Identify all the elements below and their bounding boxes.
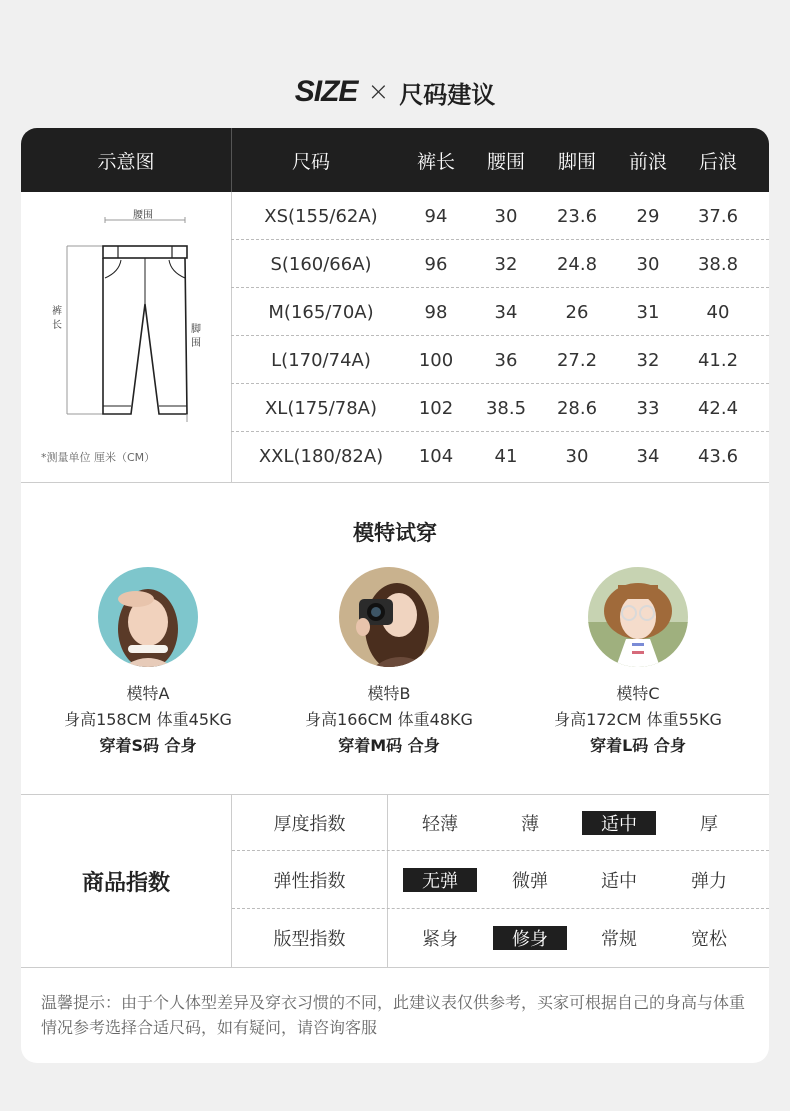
index-option: 轻薄 [422,814,458,835]
cell-hem: 27.2 [556,349,598,371]
size-table-body [21,192,769,482]
cell-length: 100 [418,349,454,371]
model-fit: 穿着L码 合身 [590,736,686,755]
model-stats: 身高158CM 体重45KG [64,710,232,729]
index-option: 常规 [601,929,637,950]
models-title: 模特试穿 [353,521,437,545]
header-length: 裤长 [416,150,455,173]
cell-size: S(160/66A) [270,253,372,275]
header-back-rise: 后浪 [698,150,737,173]
cell-waist: 36 [494,349,518,371]
cell-waist: 34 [494,301,518,323]
cell-size: L(170/74A) [271,349,371,371]
header-hem: 脚围 [557,150,596,173]
cell-back-rise: 40 [706,301,730,323]
waist-label: 腰围 [133,210,153,221]
index-option: 紧身 [422,929,458,950]
model-stats: 身高166CM 体重48KG [305,710,473,729]
size-wordmark: SIZE [294,75,358,108]
index-row-label: 版型指数 [232,909,388,967]
thickness-index-row [232,795,769,851]
model-fit: 穿着M码 合身 [338,736,440,755]
cell-size: XS(155/62A) [264,205,378,227]
cell-front-rise: 30 [636,253,660,275]
model-name: 模特C [616,684,660,703]
elasticity-index-row [232,851,769,909]
cell-length: 98 [424,301,448,323]
index-option: 厚 [700,814,718,835]
index-option: 薄 [521,814,539,835]
index-option: 微弹 [512,871,548,892]
fit-index-row [232,909,769,967]
model-c-avatar [588,567,688,667]
model-card [38,567,258,756]
model-name: 模特A [126,684,170,703]
cell-length: 94 [424,205,448,227]
model-name: 模特B [367,684,411,703]
cell-back-rise: 41.2 [697,349,739,371]
product-index-label: 商品指数 [21,795,232,967]
cell-front-rise: 31 [636,301,660,323]
index-option: 适中 [601,871,637,892]
index-row-label: 弹性指数 [232,851,388,909]
pants-diagram [21,192,232,482]
cell-hem: 23.6 [556,205,598,227]
size-table-header [21,128,769,192]
cell-length: 104 [418,445,454,467]
cell-waist: 30 [494,205,518,227]
cell-size: XXL(180/82A) [258,445,384,467]
cell-hem: 28.6 [556,397,598,419]
table-row [231,336,769,384]
cell-hem: 30 [565,445,589,467]
model-b-avatar [339,567,439,667]
index-option: 弹力 [691,871,727,892]
cell-front-rise: 34 [636,445,660,467]
page-header [0,70,790,114]
header-front-rise: 前浪 [628,150,667,173]
cell-size: XL(175/78A) [264,397,378,419]
cell-length: 96 [424,253,448,275]
model-fit: 穿着S码 合身 [99,736,197,755]
header-diagram: 示意图 [97,150,155,173]
model-stats: 身高172CM 体重55KG [554,710,722,729]
index-row-label: 厚度指数 [232,795,388,851]
cell-hem: 26 [565,301,589,323]
length-label-2: 长 [52,320,62,331]
table-row [231,192,769,240]
cell-front-rise: 33 [636,397,660,419]
sizing-tip: 温馨提示：由于个人体型差异及穿衣习惯的不同，此建议表仅供参考，买家可根据自己的身高与体重情况参考选择合适尺码，如有疑问，请咨询客服 [41,993,746,1037]
cell-hem: 24.8 [556,253,598,275]
cell-back-rise: 38.8 [697,253,739,275]
index-option-selected: 无弹 [403,868,477,892]
index-option: 宽松 [691,929,727,950]
model-a-avatar [98,567,198,667]
cell-front-rise: 32 [636,349,660,371]
times-symbol: × [367,77,390,107]
cell-front-rise: 29 [636,205,660,227]
cell-back-rise: 42.4 [697,397,739,419]
cell-back-rise: 37.6 [697,205,739,227]
cell-length: 102 [418,397,454,419]
product-index-section [21,794,769,968]
hem-label-1: 脚 [191,324,201,335]
table-row [231,240,769,288]
cell-size: M(165/70A) [268,301,374,323]
size-guide-card [21,128,769,1063]
length-label-1: 裤 [52,306,62,317]
index-option-selected: 适中 [582,811,656,835]
cell-waist: 41 [494,445,518,467]
header-size: 尺码 [291,150,330,173]
cell-back-rise: 43.6 [697,445,739,467]
table-row [231,432,769,480]
page-title: 尺码建议 [399,80,496,109]
model-card [279,567,499,756]
model-fitting-section [21,482,769,796]
cell-waist: 32 [494,253,518,275]
table-row [231,288,769,336]
model-card [528,567,748,756]
header-waist: 腰围 [486,150,525,173]
measurement-unit-note: *测量单位 厘米（CM） [41,451,156,464]
hem-label-2: 围 [191,338,201,349]
table-row [231,384,769,432]
cell-waist: 38.5 [485,397,527,419]
index-option-selected: 修身 [493,926,567,950]
